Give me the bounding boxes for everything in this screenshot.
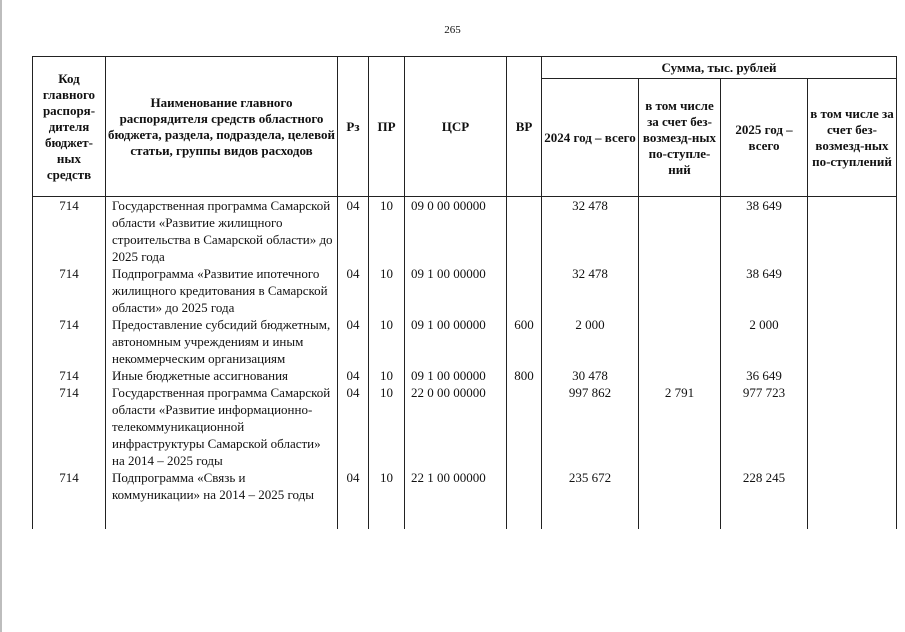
cell-vr [507, 197, 542, 266]
table-header [33, 57, 897, 197]
cell-2024-grants [639, 265, 721, 316]
cell-rz: 04 [338, 367, 369, 384]
header-pr: ПР [369, 57, 405, 197]
cell-rz: 04 [338, 384, 369, 469]
cell-2025-total: 38 649 [721, 265, 808, 316]
cell-rz: 04 [338, 197, 369, 266]
cell-2024-total: 2 000 [542, 316, 639, 367]
budget-table [32, 56, 897, 529]
cell-2024-total: 32 478 [542, 265, 639, 316]
cell-vr [507, 265, 542, 316]
header-sum: Сумма, тыс. рублей [542, 57, 897, 79]
cell-code: 714 [33, 469, 106, 529]
header-vr: ВР [507, 57, 542, 197]
cell-pr: 10 [369, 469, 405, 529]
cell-code: 714 [33, 384, 106, 469]
cell-2024-total: 997 862 [542, 384, 639, 469]
cell-csr: 09 0 00 00000 [405, 197, 507, 266]
header-2025-total: 2025 год – всего [721, 79, 808, 197]
header-rz: Рз [338, 57, 369, 197]
cell-rz: 04 [338, 316, 369, 367]
cell-2025-grants [808, 367, 897, 384]
header-2025-grants: в том числе за счет без-возмезд-ных по-ступлений [808, 79, 897, 197]
cell-csr: 22 0 00 00000 [405, 384, 507, 469]
cell-2024-grants [639, 197, 721, 266]
cell-csr: 22 1 00 00000 [405, 469, 507, 529]
cell-pr: 10 [369, 367, 405, 384]
cell-2025-total: 977 723 [721, 384, 808, 469]
cell-name: Подпрограмма «Связь и коммуникации» на 2014 – 2025 годы [106, 469, 338, 529]
cell-2025-grants [808, 469, 897, 529]
cell-2025-total: 38 649 [721, 197, 808, 266]
cell-pr: 10 [369, 197, 405, 266]
table-row [33, 265, 897, 316]
cell-pr: 10 [369, 265, 405, 316]
cell-2025-total: 36 649 [721, 367, 808, 384]
cell-name: Иные бюджетные ассигнования [106, 367, 338, 384]
cell-vr [507, 384, 542, 469]
table-row [33, 367, 897, 384]
cell-2024-grants: 2 791 [639, 384, 721, 469]
header-code: Код главного распоря-дителя бюджет-ных средств [33, 57, 106, 197]
cell-2024-grants [639, 469, 721, 529]
cell-csr: 09 1 00 00000 [405, 265, 507, 316]
page-number: 265 [444, 24, 461, 36]
table-row [33, 384, 897, 469]
table-row [33, 469, 897, 529]
cell-code: 714 [33, 197, 106, 266]
cell-code: 714 [33, 316, 106, 367]
cell-vr: 600 [507, 316, 542, 367]
cell-csr: 09 1 00 00000 [405, 316, 507, 367]
cell-2024-total: 30 478 [542, 367, 639, 384]
cell-2024-grants [639, 316, 721, 367]
header-2024-grants: в том числе за счет без-возмезд-ных по-ступле-ний [639, 79, 721, 197]
cell-name: Предоставление субсидий бюджетным, автономным учреждениям и иным некоммерческим организациям [106, 316, 338, 367]
cell-2025-grants [808, 197, 897, 266]
header-csr: ЦСР [405, 57, 507, 197]
cell-2024-grants [639, 367, 721, 384]
cell-2025-total: 2 000 [721, 316, 808, 367]
cell-vr [507, 469, 542, 529]
cell-2024-total: 32 478 [542, 197, 639, 266]
cell-rz: 04 [338, 265, 369, 316]
cell-name: Государственная программа Самарской области «Развитие информационно-телекоммуникационной инфраструктуры Самарской области» на 2014 – 2025 годы [106, 384, 338, 469]
table-row [33, 316, 897, 367]
header-name: Наименование главного распорядителя средств областного бюджета, раздела, подраздела, целевой статьи, группы видов расходов [106, 57, 338, 197]
cell-2025-grants [808, 265, 897, 316]
cell-2024-total: 235 672 [542, 469, 639, 529]
cell-vr: 800 [507, 367, 542, 384]
cell-code: 714 [33, 265, 106, 316]
cell-code: 714 [33, 367, 106, 384]
cell-pr: 10 [369, 316, 405, 367]
header-2024-total: 2024 год – всего [542, 79, 639, 197]
cell-2025-grants [808, 316, 897, 367]
cell-csr: 09 1 00 00000 [405, 367, 507, 384]
table-row [33, 197, 897, 266]
cell-name: Подпрограмма «Развитие ипотечного жилищного кредитования в Самарской области» до 2025 года [106, 265, 338, 316]
scan-edge [0, 0, 2, 632]
cell-2025-total: 228 245 [721, 469, 808, 529]
cell-pr: 10 [369, 384, 405, 469]
cell-name: Государственная программа Самарской области «Развитие жилищного строительства в Самарской области» до 2025 года [106, 197, 338, 266]
cell-2025-grants [808, 384, 897, 469]
cell-rz: 04 [338, 469, 369, 529]
